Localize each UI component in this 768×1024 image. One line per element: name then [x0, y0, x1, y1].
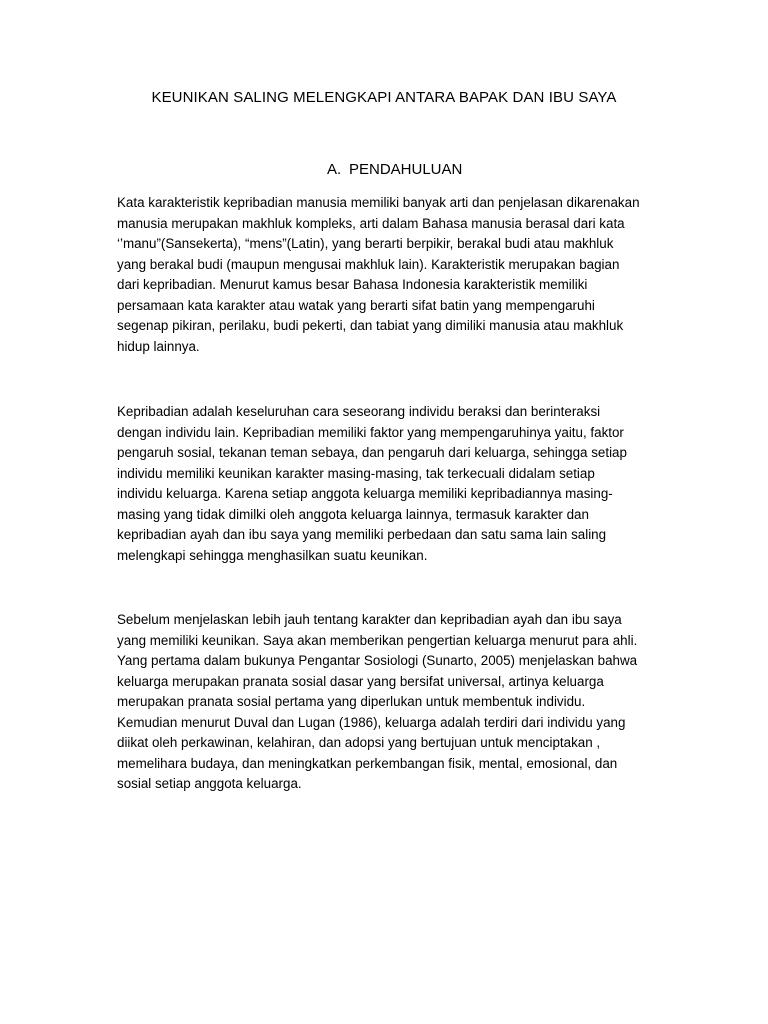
paragraph-line: persamaan kata karakter atau watak yang berarti sifat batin yang mempengaruhi	[117, 297, 595, 313]
paragraph-line: pengaruh sosial, tekanan teman sebaya, dan pengaruh dari keluarga, sehingga setiap	[117, 445, 627, 460]
paragraph-line: yang berakal budi (maupun mengusai makhluk lain). Karakteristik merupakan bagian	[117, 256, 620, 272]
paragraph-line: ‘’manu”(Sansekerta), “mens”(Latin), yang berarti berpikir, berakal budi atau makhluk	[117, 236, 614, 251]
paragraph-line: Kemudian menurut Duval dan Lugan (1986), keluarga adalah terdiri dari individu yang	[117, 714, 626, 730]
paragraph-line: memelihara budaya, dan meningkatkan perkembangan fisik, mental, emosional, dan	[117, 755, 618, 771]
paragraph-line: kepribadian ayah dan ibu saya yang memiliki perbedaan dan satu sama lain saling	[117, 527, 607, 542]
section-heading-text: PENDAHULUAN	[349, 161, 463, 178]
document-title: KEUNIKAN SALING MELENGKAPI ANTARA BAPAK DAN IBU SAYA	[151, 89, 617, 106]
paragraph-line: Sebelum menjelaskan lebih jauh tentang karakter dan kepribadian ayah dan ibu saya	[117, 612, 622, 627]
paragraph-line: Yang pertama dalam bukunya Pengantar Sosiologi (Sunarto, 2005) menjelaskan bahwa	[117, 653, 638, 668]
paragraph-line: manusia merupakan makhluk kompleks, arti dalam Bahasa manusia berasal dari kata	[117, 215, 625, 231]
paragraph-line: keluarga merupakan pranata sosial dasar yang bersifat universal, artinya keluarga	[117, 673, 604, 689]
section-heading	[327, 161, 462, 178]
paragraph-line: Kata karakteristik kepribadian manusia memiliki banyak arti dan penjelasan dikarenakan	[117, 195, 640, 210]
paragraph-line: sosial setiap anggota keluarga.	[117, 776, 302, 791]
paragraph-line: hidup lainnya.	[117, 338, 200, 354]
paragraph-line: individu keluarga. Karena setiap anggota keluarga memiliki kepribadiannya masing-	[117, 486, 613, 501]
paragraph-line: masing yang tidak dimilki oleh anggota keluarga lainnya, termasuk karakter dan	[117, 506, 589, 522]
paragraph-1	[117, 193, 677, 357]
paragraph-line: yang memiliki keunikan. Saya akan memberikan pengertian keluarga menurut para ahli.	[117, 632, 638, 648]
paragraph-line: merupakan pranata sosial pertama yang diperlukan untuk membentuk individu.	[117, 694, 586, 709]
paragraph-line: melengkapi sehingga menghasilkan suatu keunikan.	[117, 547, 428, 563]
paragraph-line: individu memiliki keunikan karakter masing-masing, tak terkecuali didalam setiap	[117, 465, 595, 481]
section-number: A.	[327, 161, 342, 178]
paragraph-3	[117, 610, 677, 795]
paragraph-2	[117, 402, 677, 566]
paragraph-line: Kepribadian adalah keseluruhan cara seseorang individu beraksi dan berinteraksi	[117, 404, 601, 419]
paragraph-line: dari kepribadian. Menurut kamus besar Bahasa Indonesia karakteristik memiliki	[117, 277, 588, 292]
paragraph-line: segenap pikiran, perilaku, budi pekerti, dan tabiat yang dimiliki manusia atau makhluk	[117, 318, 624, 333]
paragraph-line: dengan individu lain. Kepribadian memiliki faktor yang mempengaruhinya yaitu, faktor	[117, 424, 624, 440]
paragraph-line: diikat oleh perkawinan, kelahiran, dan adopsi yang bertujuan untuk menciptakan ,	[117, 735, 601, 750]
